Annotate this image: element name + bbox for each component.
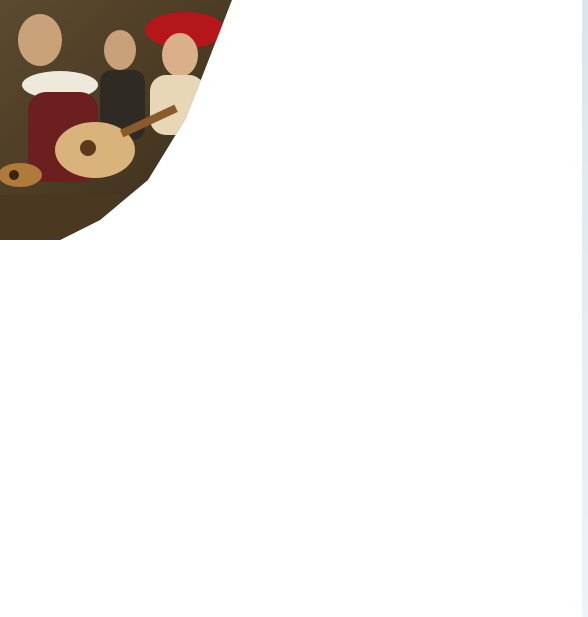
baroque-painting	[0, 0, 245, 240]
painting-illustration	[0, 0, 245, 240]
page-edge	[582, 0, 588, 617]
